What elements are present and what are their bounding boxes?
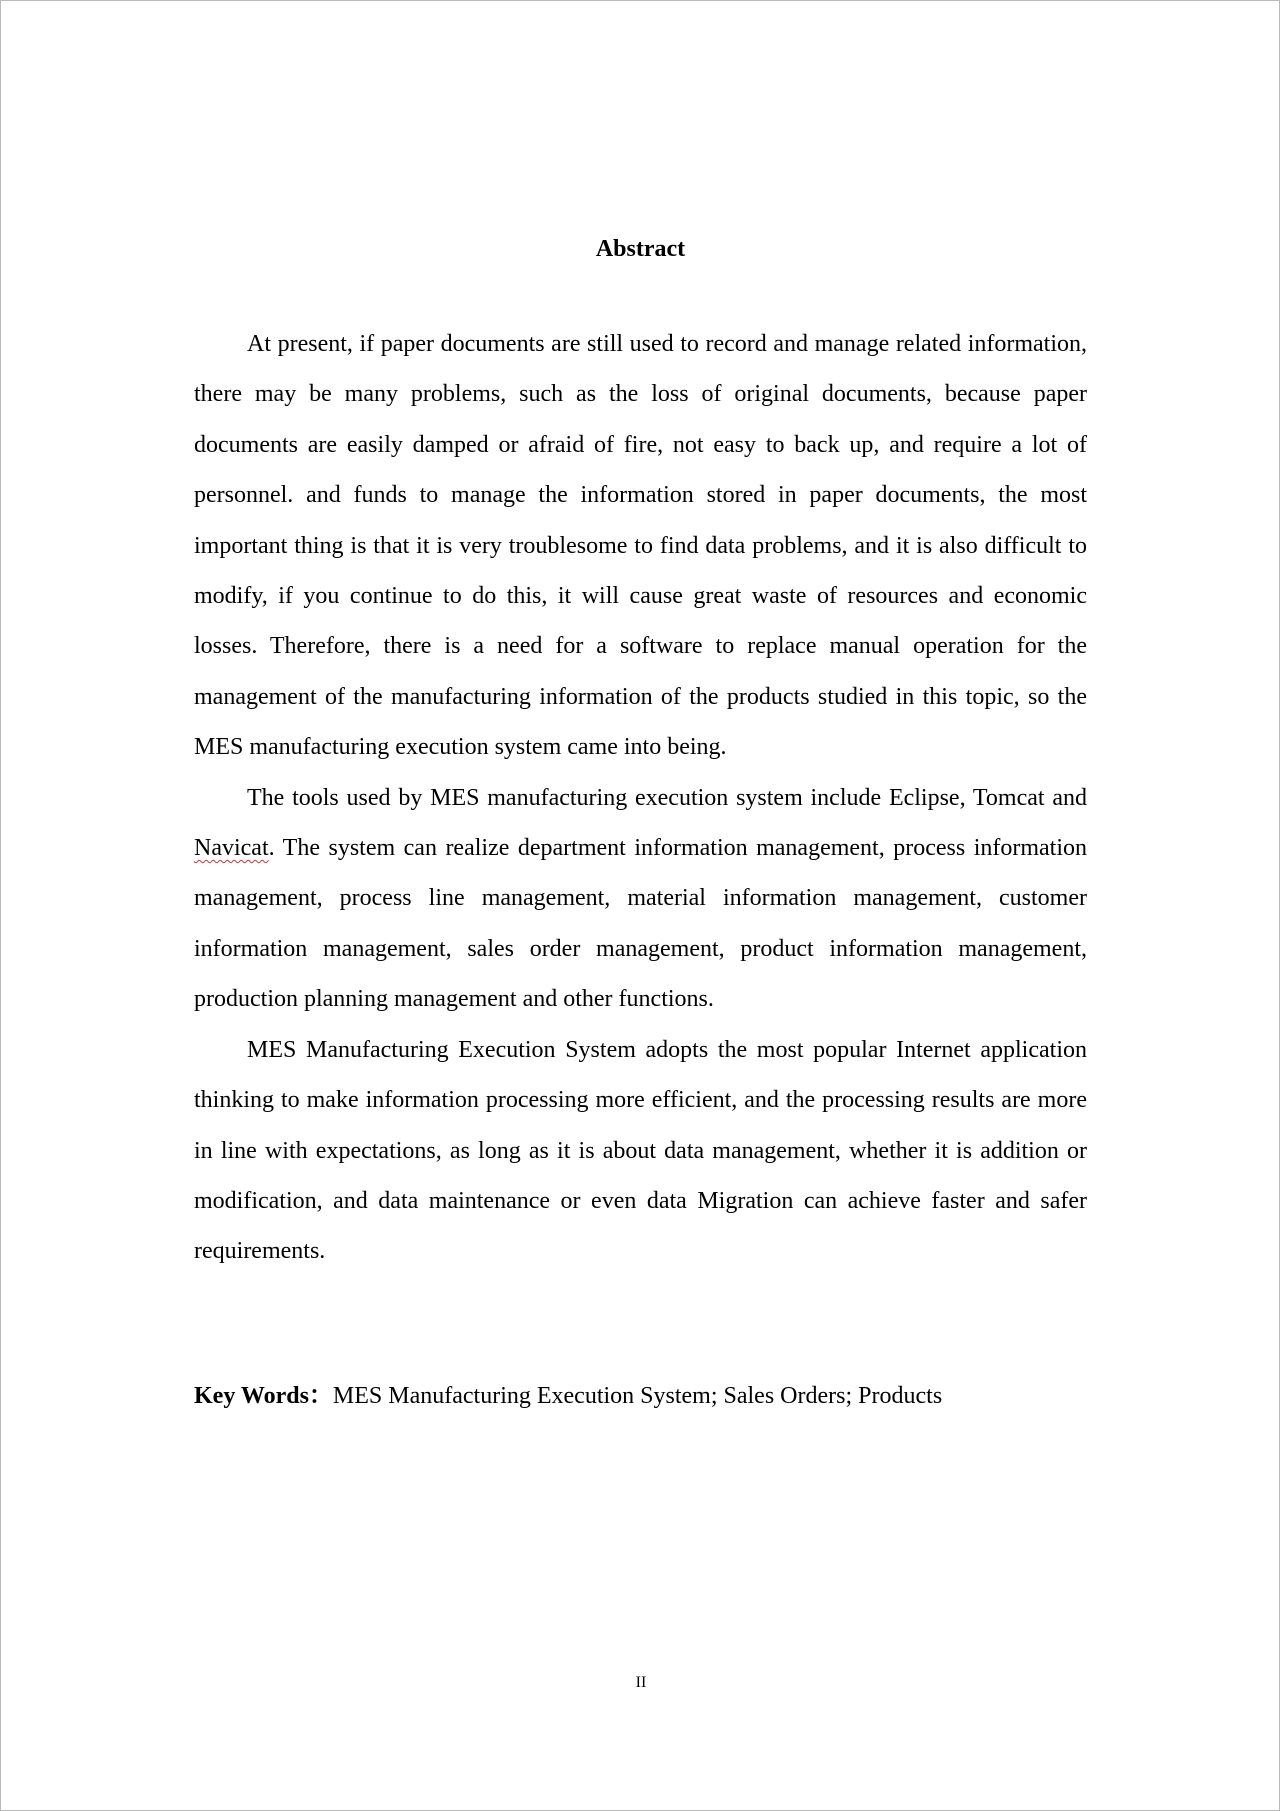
abstract-paragraph-1: At present, if paper documents are still used to record and manage related information, there may be many problems, such as the loss of original documents, because paper documents are easily damped or afraid of fire, not easy to back up, and require a lot of personnel. and funds to manage the information stored in paper documents, the most important thing is that it is very troublesome to find data problems, and it is also difficult to modify, if you continue to do this, it will cause great waste of resources and economic losses. Therefore, there is a need for a software to replace manual operation for the management of the manufacturing information of the products studied in this topic, so the MES manufacturing execution system came into being. <box>194 331 1087 761</box>
abstract-paragraph-2 <box>194 773 1087 1025</box>
abstract-paragraph-3: MES Manufacturing Execution System adopts the most popular Internet application thinking to make information processing more efficient, and the processing results are more in line with expectations, as long as it is about data management, whether it is addition or modification, and data maintenance or even data Migration can achieve faster and safer requirements. <box>194 1036 1087 1265</box>
paragraph-2-text-before: The tools used by MES manufacturing execution system include Eclipse, Tomcat and <box>247 784 1087 811</box>
keywords-label: Key Words： <box>194 1383 333 1409</box>
spellcheck-flagged-word[interactable]: Navicat <box>194 835 269 862</box>
keywords-value: MES Manufacturing Execution System; Sales Orders; Products <box>332 1383 943 1409</box>
keywords-line <box>194 1371 1087 1421</box>
page-number: II <box>635 1674 647 1691</box>
paragraph-2-text-after: . The system can realize department information management, process information management, process line management, material information management, customer information management, sales order management, product information management, production planning management and other functions. <box>194 835 1087 1013</box>
abstract-body <box>194 319 1087 1277</box>
abstract-title: Abstract <box>595 236 686 262</box>
